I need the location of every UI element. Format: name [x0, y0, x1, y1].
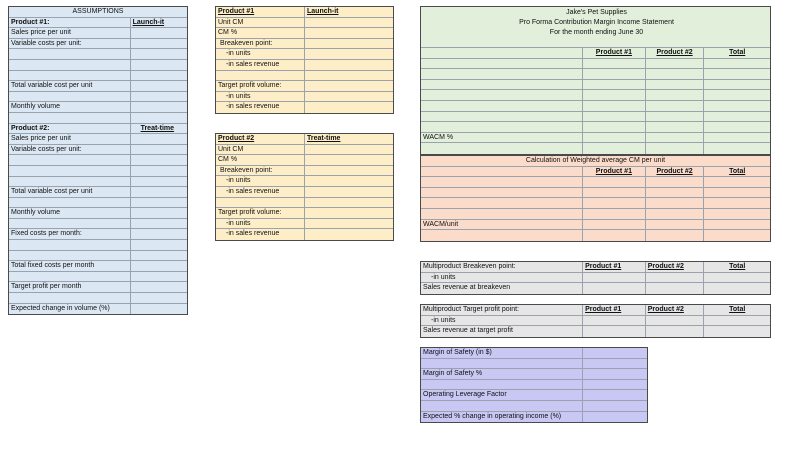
wacm-calc-title: Calculation of Weighted average CM per unit: [525, 157, 666, 164]
cell-value[interactable]: [583, 369, 647, 379]
table-row[interactable]: [421, 122, 770, 133]
cell-value[interactable]: [131, 177, 187, 187]
cell-value[interactable]: [131, 145, 187, 155]
table-row[interactable]: [216, 18, 393, 29]
cell-label[interactable]: Unit CM: [216, 145, 305, 155]
table-row[interactable]: [216, 187, 393, 198]
cell-value[interactable]: [704, 316, 770, 326]
table-row[interactable]: [9, 251, 187, 262]
table-row[interactable]: [9, 219, 187, 230]
cell-value[interactable]: [583, 133, 646, 143]
table-row[interactable]: [421, 143, 770, 154]
table-row[interactable]: [421, 220, 770, 231]
cell-value[interactable]: [704, 133, 770, 143]
cell-label[interactable]: Operating Leverage Factor: [421, 390, 583, 400]
cell-value[interactable]: [704, 230, 770, 241]
cell-label[interactable]: [421, 401, 583, 411]
cell-label[interactable]: Sales revenue at breakeven: [421, 283, 583, 294]
breakeven-title[interactable]: Multiproduct Breakeven point:: [421, 262, 583, 272]
table-row[interactable]: [421, 167, 770, 178]
table-row[interactable]: [216, 134, 393, 145]
assumptions-table: [8, 6, 188, 315]
cell-label[interactable]: -in units: [216, 176, 305, 186]
cell-label[interactable]: Sales price per unit: [9, 28, 131, 38]
cell-label[interactable]: -in units: [216, 49, 305, 59]
table-row[interactable]: [9, 60, 187, 71]
cell-value[interactable]: [131, 81, 187, 91]
table-row[interactable]: [421, 401, 647, 412]
cell-value[interactable]: [704, 273, 770, 283]
cell-value[interactable]: [646, 143, 705, 154]
cell-label[interactable]: [421, 167, 583, 177]
table-row[interactable]: [421, 262, 770, 273]
product1-header-name[interactable]: Launch-it: [307, 8, 339, 15]
cell-value[interactable]: [131, 282, 187, 292]
table-row[interactable]: [216, 102, 393, 113]
table-row[interactable]: [216, 28, 393, 39]
cell-value[interactable]: [131, 102, 187, 112]
cell-label[interactable]: Margin of Safety %: [421, 369, 583, 379]
cell-label[interactable]: Target profit per month: [9, 282, 131, 292]
cell-label[interactable]: Total fixed costs per month: [9, 261, 131, 271]
table-row[interactable]: [421, 369, 647, 380]
product1-header-label[interactable]: Product #1: [216, 7, 305, 17]
cell-label[interactable]: [216, 198, 305, 208]
table-row[interactable]: [9, 198, 187, 209]
cell-label[interactable]: [9, 49, 131, 59]
cell-label[interactable]: [421, 101, 583, 111]
column-header[interactable]: Product #1: [583, 167, 646, 177]
cell-value[interactable]: [646, 112, 705, 122]
table-row[interactable]: [421, 283, 770, 294]
table-row[interactable]: [216, 219, 393, 230]
cell-value[interactable]: [704, 220, 770, 230]
table-row[interactable]: [421, 112, 770, 123]
assumptions-title-row: [9, 7, 187, 18]
cell-value[interactable]: [704, 177, 770, 187]
cell-value[interactable]: [583, 359, 647, 369]
column-header[interactable]: Total: [729, 49, 746, 56]
margin-of-safety-table: [420, 347, 648, 423]
product1-label[interactable]: Product #1:: [9, 18, 131, 28]
cell-value[interactable]: [704, 188, 770, 198]
table-row[interactable]: [216, 49, 393, 60]
cell-value[interactable]: [583, 273, 646, 283]
table-row[interactable]: [216, 176, 393, 187]
cell-label[interactable]: Sales revenue at target profit: [421, 326, 583, 337]
cell-label[interactable]: [9, 219, 131, 229]
cell-value[interactable]: [583, 220, 646, 230]
table-row[interactable]: [421, 48, 770, 59]
cell-value[interactable]: [583, 80, 646, 90]
table-row[interactable]: [9, 166, 187, 177]
table-row[interactable]: [421, 348, 647, 359]
cell-value[interactable]: [583, 112, 646, 122]
table-row[interactable]: [9, 187, 187, 198]
cell-value[interactable]: [131, 92, 187, 102]
cell-value[interactable]: [583, 69, 646, 79]
cell-value[interactable]: [131, 251, 187, 261]
cell-value[interactable]: [305, 155, 393, 165]
table-row[interactable]: [9, 229, 187, 240]
table-row[interactable]: [421, 59, 770, 70]
cell-value[interactable]: [704, 101, 770, 111]
cell-label[interactable]: [421, 80, 583, 90]
cell-label[interactable]: [9, 272, 131, 282]
cell-label[interactable]: [421, 143, 583, 154]
table-row[interactable]: [421, 326, 770, 337]
cell-label[interactable]: [421, 209, 583, 219]
table-row[interactable]: [9, 177, 187, 188]
column-header[interactable]: Total: [729, 306, 746, 313]
cell-value[interactable]: [583, 198, 646, 208]
cell-value[interactable]: [646, 188, 705, 198]
cell-label[interactable]: [9, 71, 131, 81]
cell-label[interactable]: [9, 60, 131, 70]
table-row[interactable]: [9, 102, 187, 113]
cell-label[interactable]: [421, 380, 583, 390]
table-row[interactable]: [9, 92, 187, 103]
table-row[interactable]: [9, 134, 187, 145]
cell-label[interactable]: [421, 48, 583, 58]
cell-value[interactable]: [583, 283, 646, 294]
table-row[interactable]: [9, 155, 187, 166]
cell-value[interactable]: [131, 60, 187, 70]
company-name: Jake's Pet Supplies: [566, 9, 627, 16]
product1-name[interactable]: Launch-it: [132, 18, 165, 26]
cell-label[interactable]: Expected change in volume (%): [9, 304, 131, 315]
cell-label[interactable]: [9, 113, 131, 123]
table-row[interactable]: [421, 209, 770, 220]
multiproduct-target-table: [420, 304, 771, 338]
table-row[interactable]: [421, 177, 770, 188]
table-row[interactable]: [216, 60, 393, 71]
wacm-calculation-table: [420, 155, 771, 242]
table-row[interactable]: [421, 316, 770, 327]
table-row[interactable]: [421, 101, 770, 112]
table-row[interactable]: [216, 7, 393, 18]
table-row[interactable]: [9, 49, 187, 60]
cell-value[interactable]: [704, 143, 770, 154]
cell-value[interactable]: [646, 273, 705, 283]
cell-value[interactable]: [583, 412, 647, 423]
table-row[interactable]: [216, 145, 393, 156]
table-row[interactable]: [9, 28, 187, 39]
cell-value[interactable]: [704, 112, 770, 122]
cell-value[interactable]: [131, 39, 187, 49]
table-row[interactable]: [421, 188, 770, 199]
cell-value[interactable]: [305, 39, 393, 49]
cell-value[interactable]: [305, 166, 393, 176]
cell-label[interactable]: Fixed costs per month:: [9, 229, 131, 239]
table-row[interactable]: [9, 71, 187, 82]
cell-label[interactable]: [216, 71, 305, 81]
cell-value[interactable]: [305, 229, 393, 240]
cell-label[interactable]: [9, 92, 131, 102]
cell-label[interactable]: [9, 240, 131, 250]
table-row[interactable]: [421, 90, 770, 101]
table-row[interactable]: [421, 412, 647, 423]
cell-value[interactable]: [704, 69, 770, 79]
cell-value[interactable]: [646, 283, 705, 294]
assumptions-title: ASSUMPTIONS: [72, 8, 124, 15]
cell-label[interactable]: Target profit volume:: [216, 81, 305, 91]
cell-label[interactable]: [421, 359, 583, 369]
cell-value[interactable]: [646, 80, 705, 90]
header-cell: [421, 7, 770, 47]
cell-label[interactable]: [9, 166, 131, 176]
multiproduct-breakeven-table: [420, 261, 771, 295]
cell-value[interactable]: [131, 261, 187, 271]
column-header[interactable]: Product #1: [583, 48, 646, 58]
cell-label[interactable]: [421, 69, 583, 79]
column-header[interactable]: Product #2: [646, 48, 705, 58]
cell-value[interactable]: [704, 59, 770, 69]
cell-label[interactable]: Breakeven point:: [216, 166, 305, 176]
cell-label[interactable]: Target profit volume:: [216, 208, 305, 218]
cell-label[interactable]: -in sales revenue: [216, 187, 305, 197]
table-row[interactable]: [216, 39, 393, 50]
income-statement-table: [420, 6, 771, 155]
product2-analysis-table: [215, 133, 394, 241]
cell-label[interactable]: Variable costs per unit:: [9, 145, 131, 155]
cell-value[interactable]: [704, 80, 770, 90]
cell-value[interactable]: [583, 209, 646, 219]
cell-label[interactable]: Margin of Safety (in $): [421, 348, 583, 358]
cell-label[interactable]: Expected % change in operating income (%): [421, 412, 583, 423]
cell-value[interactable]: [646, 101, 705, 111]
table-row[interactable]: [216, 229, 393, 240]
cell-value[interactable]: [704, 198, 770, 208]
table-row[interactable]: [9, 18, 187, 29]
table-row[interactable]: [9, 145, 187, 156]
cell-label[interactable]: [421, 177, 583, 187]
table-row[interactable]: [9, 293, 187, 304]
cell-value[interactable]: [131, 229, 187, 239]
table-row[interactable]: [216, 166, 393, 177]
cell-value[interactable]: [583, 316, 646, 326]
product2-label[interactable]: Product #2:: [9, 124, 131, 134]
cell-value[interactable]: [305, 208, 393, 218]
table-row[interactable]: [9, 39, 187, 50]
table-row[interactable]: [216, 208, 393, 219]
cell-label[interactable]: [421, 112, 583, 122]
table-row[interactable]: [216, 81, 393, 92]
cell-value[interactable]: [131, 208, 187, 218]
cell-value[interactable]: [305, 71, 393, 81]
cell-value[interactable]: [131, 28, 187, 38]
cell-value[interactable]: [646, 230, 705, 241]
column-header[interactable]: Product #2: [646, 262, 705, 272]
cell-value[interactable]: [305, 198, 393, 208]
cell-label[interactable]: Breakeven point:: [216, 39, 305, 49]
cell-value[interactable]: [646, 209, 705, 219]
cell-label[interactable]: [9, 155, 131, 165]
cell-label[interactable]: -in sales revenue: [216, 102, 305, 113]
cell-value[interactable]: [646, 90, 705, 100]
table-row[interactable]: [216, 155, 393, 166]
cell-label[interactable]: Total variable cost per unit: [9, 81, 131, 91]
table-row[interactable]: [9, 113, 187, 124]
cell-label[interactable]: [421, 230, 583, 241]
cell-value[interactable]: [131, 219, 187, 229]
cell-value[interactable]: [583, 348, 647, 358]
column-header[interactable]: Total: [729, 263, 746, 270]
cell-label[interactable]: Sales price per unit: [9, 134, 131, 144]
table-row[interactable]: [421, 69, 770, 80]
column-header[interactable]: Product #2: [646, 305, 705, 315]
cell-value[interactable]: [131, 71, 187, 81]
table-row[interactable]: [421, 80, 770, 91]
cell-value[interactable]: [583, 177, 646, 187]
cell-label[interactable]: -in sales revenue: [216, 60, 305, 70]
cell-value[interactable]: [646, 122, 705, 132]
cell-label[interactable]: -in units: [421, 273, 583, 283]
cell-value[interactable]: [305, 219, 393, 229]
cell-value[interactable]: [305, 187, 393, 197]
cell-value[interactable]: [646, 69, 705, 79]
table-row[interactable]: [421, 390, 647, 401]
cell-value[interactable]: [583, 188, 646, 198]
wacm-label[interactable]: WACM %: [421, 133, 583, 143]
cell-value[interactable]: [305, 60, 393, 70]
cell-label[interactable]: Variable costs per unit:: [9, 39, 131, 49]
cell-value[interactable]: [704, 90, 770, 100]
product2-header-name[interactable]: Treat-time: [307, 135, 341, 142]
cell-label[interactable]: [421, 90, 583, 100]
cell-value[interactable]: [305, 18, 393, 28]
statement-title: Pro Forma Contribution Margin Income Statement: [519, 19, 674, 26]
cell-value[interactable]: [305, 145, 393, 155]
cell-label[interactable]: -in units: [216, 92, 305, 102]
cell-label[interactable]: -in units: [421, 316, 583, 326]
table-row[interactable]: [421, 359, 647, 370]
cell-value[interactable]: [131, 166, 187, 176]
cell-value[interactable]: [305, 176, 393, 186]
cell-label[interactable]: [421, 188, 583, 198]
cell-value[interactable]: [131, 272, 187, 282]
column-header[interactable]: Total: [729, 167, 746, 175]
cell-value[interactable]: [583, 401, 647, 411]
cell-value[interactable]: [305, 92, 393, 102]
table-row: [421, 156, 770, 167]
cell-value[interactable]: [646, 220, 705, 230]
cell-value[interactable]: [583, 59, 646, 69]
cell-value[interactable]: [583, 230, 646, 241]
table-row[interactable]: [421, 230, 770, 241]
column-header[interactable]: Product #1: [583, 305, 646, 315]
table-row[interactable]: [216, 92, 393, 103]
cell-label[interactable]: [9, 198, 131, 208]
cell-label[interactable]: [421, 122, 583, 132]
cell-label[interactable]: -in units: [216, 219, 305, 229]
table-row[interactable]: [421, 305, 770, 316]
cell-value[interactable]: [583, 380, 647, 390]
cell-value[interactable]: [131, 198, 187, 208]
cell-label[interactable]: CM %: [216, 155, 305, 165]
cell-label[interactable]: CM %: [216, 28, 305, 38]
table-row[interactable]: [421, 133, 770, 144]
cell-label[interactable]: Unit CM: [216, 18, 305, 28]
cell-value[interactable]: [646, 198, 705, 208]
cell-value[interactable]: [131, 293, 187, 303]
target-title[interactable]: Multiproduct Target profit point:: [421, 305, 583, 315]
cell-value[interactable]: [646, 316, 705, 326]
cell-value[interactable]: [305, 28, 393, 38]
product2-name[interactable]: Treat-time: [140, 124, 175, 132]
cell-value[interactable]: [305, 49, 393, 59]
table-row[interactable]: [421, 273, 770, 284]
table-row[interactable]: [421, 380, 647, 391]
cell-value[interactable]: [131, 187, 187, 197]
cell-value[interactable]: [583, 101, 646, 111]
table-row[interactable]: [216, 198, 393, 209]
cell-label[interactable]: Monthly volume: [9, 102, 131, 112]
cell-label[interactable]: Total variable cost per unit: [9, 187, 131, 197]
cell-value[interactable]: [704, 326, 770, 337]
cell-value[interactable]: [305, 81, 393, 91]
table-row[interactable]: [9, 81, 187, 92]
table-row[interactable]: [216, 71, 393, 82]
table-row[interactable]: [9, 208, 187, 219]
cell-value[interactable]: [131, 113, 187, 123]
cell-value[interactable]: [646, 59, 705, 69]
table-row[interactable]: [421, 198, 770, 209]
table-row[interactable]: [9, 240, 187, 251]
table-row[interactable]: [9, 282, 187, 293]
income-statement-header: [421, 7, 770, 48]
product2-header-label[interactable]: Product #2: [216, 134, 305, 144]
cell-value[interactable]: [704, 122, 770, 132]
cell-value[interactable]: [131, 155, 187, 165]
cell-value[interactable]: [583, 390, 647, 400]
cell-value[interactable]: [646, 326, 705, 337]
cell-value[interactable]: [131, 49, 187, 59]
cell-value[interactable]: [583, 122, 646, 132]
cell-value[interactable]: [704, 209, 770, 219]
cell-label[interactable]: [9, 251, 131, 261]
table-row[interactable]: [9, 124, 187, 135]
cell-value[interactable]: [646, 177, 705, 187]
cell-value[interactable]: [131, 304, 187, 315]
cell-label[interactable]: [9, 293, 131, 303]
wacm-unit-label[interactable]: WACM/unit: [421, 220, 583, 230]
table-row[interactable]: [9, 304, 187, 315]
column-header[interactable]: Product #2: [646, 167, 705, 177]
statement-period: For the month ending June 30: [549, 29, 644, 36]
cell-value[interactable]: [583, 90, 646, 100]
cell-label[interactable]: [9, 177, 131, 187]
cell-label[interactable]: Monthly volume: [9, 208, 131, 218]
column-header[interactable]: Product #1: [583, 262, 646, 272]
product1-analysis-table: [215, 6, 394, 114]
cell-label[interactable]: [421, 59, 583, 69]
cell-value[interactable]: [583, 326, 646, 337]
cell-value[interactable]: [131, 134, 187, 144]
cell-value[interactable]: [305, 102, 393, 113]
cell-value[interactable]: [131, 240, 187, 250]
cell-label[interactable]: [421, 198, 583, 208]
cell-value[interactable]: [704, 283, 770, 294]
cell-value[interactable]: [646, 133, 705, 143]
table-row[interactable]: [9, 261, 187, 272]
table-row[interactable]: [9, 272, 187, 283]
cell-label[interactable]: -in sales revenue: [216, 229, 305, 240]
cell-value[interactable]: [583, 143, 646, 154]
